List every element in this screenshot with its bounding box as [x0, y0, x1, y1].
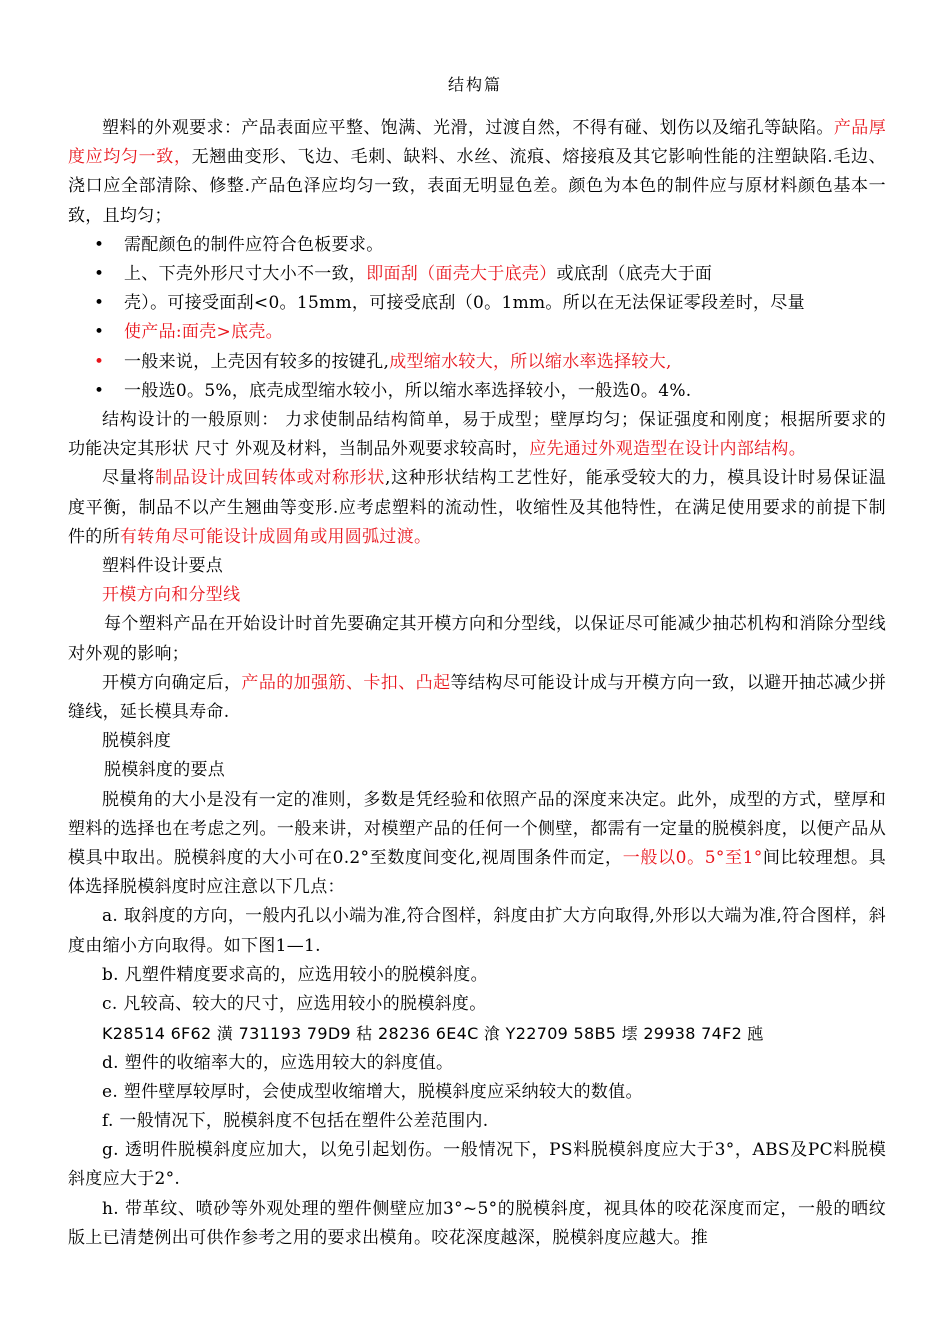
bullet-item	[68, 318, 886, 347]
bullet-item	[68, 348, 886, 377]
text-run: ,这种形状结构工艺性好，能承受较大的力，模具设计时易保证温度平衡，制品不以产生翘曲等变形.应考虑塑料的流动性，收缩性及其他特性，在满足使用要求的前提下制件的所	[68, 468, 887, 547]
section-heading: 脱模斜度	[102, 731, 172, 752]
highlight-text: 即面刮（面壳大于底壳）	[366, 264, 557, 285]
bullet-icon: •	[94, 351, 105, 372]
bullet-item	[68, 377, 886, 406]
list-item: a. 取斜度的方向，一般内孔以小端为准,符合图样，斜度由扩大方向取得,外形以大端为准,符合图样，斜度由缩小方向取得。如下图1—1.	[68, 906, 886, 956]
highlight-text: 成型缩水较大，所以缩水率选择较大,	[389, 351, 672, 372]
section-heading: 塑料件设计要点	[102, 556, 224, 577]
text-run: 开模方向确定后，	[102, 672, 242, 693]
bullet-item	[68, 260, 886, 289]
bullet-icon: •	[94, 264, 105, 285]
paragraph-shape-design	[68, 464, 886, 552]
paragraph-draft-angle	[68, 786, 886, 903]
list-item: g. 透明件脱模斜度应加大，以免引起划伤。一般情况下，PS料脱模斜度应大于3°，ABS及PC料脱模斜度应大于2°.	[68, 1140, 886, 1190]
paragraph-appearance-requirements	[68, 114, 886, 231]
bullet-text	[124, 260, 712, 289]
text-run: 等结构尽可能设计成与开模方向一致，以避开抽芯减少拼缝线，延长模具寿命.	[68, 672, 887, 723]
bullet-text: 需配颜色的制件应符合色板要求。	[124, 234, 384, 255]
bullet-icon: •	[94, 322, 105, 343]
text-run: 脱模角的大小是没有一定的准则，多数是凭经验和依照产品的深度来决定。此外，成型的方式，壁厚和塑料的选择也在考虑之列。一般来讲，对模塑产品的任何一个侧壁，都需有一定量的脱模斜度，以便产品从模具中取出。脱模斜度的大小可在0.2°至数度间变化,视周围条件而定，	[68, 789, 886, 869]
bullet-item	[68, 289, 886, 318]
highlight-text: 制品设计成回转体或对称形状	[155, 468, 386, 489]
bullet-item	[68, 231, 886, 260]
highlight-text: 一般以0。5°至1°	[622, 848, 763, 869]
highlight-text: 应先通过外观造型在设计内部结构。	[529, 439, 807, 460]
list-item: f. 一般情况下，脱模斜度不包括在塑件公差范围内.	[102, 1110, 489, 1131]
bullet-text: 壳）。可接受面刮<0。15mm，可接受底刮（0。1mm。所以在无法保证零段差时，尽量	[124, 293, 805, 314]
bullet-icon: •	[94, 293, 105, 314]
garbled-line: K28514 6F62 潢 731193 79D9 秙 28236 6E4C 湌 Y22709 58B5 墵 29938 74F2 瓲	[102, 1024, 764, 1044]
bullet-text	[124, 348, 672, 377]
text-run: 一般来说，上壳因有较多的按键孔,	[124, 351, 390, 372]
paragraph-parting-line: 每个塑料产品在开始设计时首先要确定其开模方向和分型线，以保证尽可能减少抽芯机构和消除分型线对外观的影响；	[68, 614, 886, 664]
bullet-icon: •	[94, 380, 105, 401]
list-item: h. 带革纹、喷砂等外观处理的塑件侧壁应加3°~5°的脱模斜度，视具体的咬花深度而定，一般的晒纹版上已清楚例出可供作参考之用的要求出模角。咬花深度越深，脱模斜度应越大。推	[68, 1198, 886, 1248]
text-run: 间比较理想。具体选择脱模斜度时应注意以下几点：	[68, 848, 886, 898]
paragraph-mold-direction	[68, 669, 886, 727]
highlight-text: 产品厚度应均匀一致，	[68, 118, 886, 168]
list-item: c. 凡较高、较大的尺寸，应选用较小的脱模斜度。	[102, 994, 487, 1015]
highlight-text: 有转角尽可能设计成圆角或用圆弧过渡。	[119, 526, 432, 547]
list-item: d. 塑件的收缩率大的，应选用较大的斜度值。	[102, 1052, 454, 1073]
text-run: 塑料的外观要求：产品表面应平整、饱满、光滑，过渡自然，不得有碰、划伤以及缩孔等缺陷。	[102, 118, 834, 138]
text-run: 无翘曲变形、飞边、毛刺、缺料、水丝、流痕、熔接痕及其它影响性能的注塑缺陷.毛边、浇口应全部清除、修整.产品色泽应均匀一致，表面无明显色差。颜色为本色的制件应与原材料颜色基本一致，且均匀；	[68, 147, 886, 226]
text-run: 上、下壳外形尺寸大小不一致，	[124, 264, 367, 285]
list-item: e. 塑件壁厚较厚时，会使成型收缩增大，脱模斜度应采纳较大的数值。	[102, 1081, 643, 1102]
text-run: 或底刮（底壳大于面	[556, 264, 713, 285]
list-item: b. 凡塑件精度要求高的，应选用较小的脱模斜度。	[102, 964, 488, 985]
text-run: 尽量将	[102, 468, 156, 489]
page-title: 结构篇	[447, 75, 502, 94]
text-run: 结构设计的一般原则： 力求使制品结构简单，易于成型；壁厚均匀；保证强度和刚度；根据所要求的功能决定其形状 尺寸 外观及材料，当制品外观要求较高时，	[68, 410, 886, 460]
highlight-text: 产品的加强筋、卡扣、凸起	[241, 672, 451, 693]
bullet-icon: •	[94, 234, 105, 255]
document-body	[68, 114, 886, 1253]
section-heading: 脱模斜度的要点	[104, 760, 226, 781]
section-heading: 开模方向和分型线	[102, 585, 241, 606]
paragraph-design-principles	[68, 406, 886, 464]
highlight-text: 使产品:面壳>底壳。	[124, 322, 283, 343]
bullet-text: 一般选0。5%，底壳成型缩水较小，所以缩水率选择较小，一般选0。4%.	[124, 380, 692, 401]
